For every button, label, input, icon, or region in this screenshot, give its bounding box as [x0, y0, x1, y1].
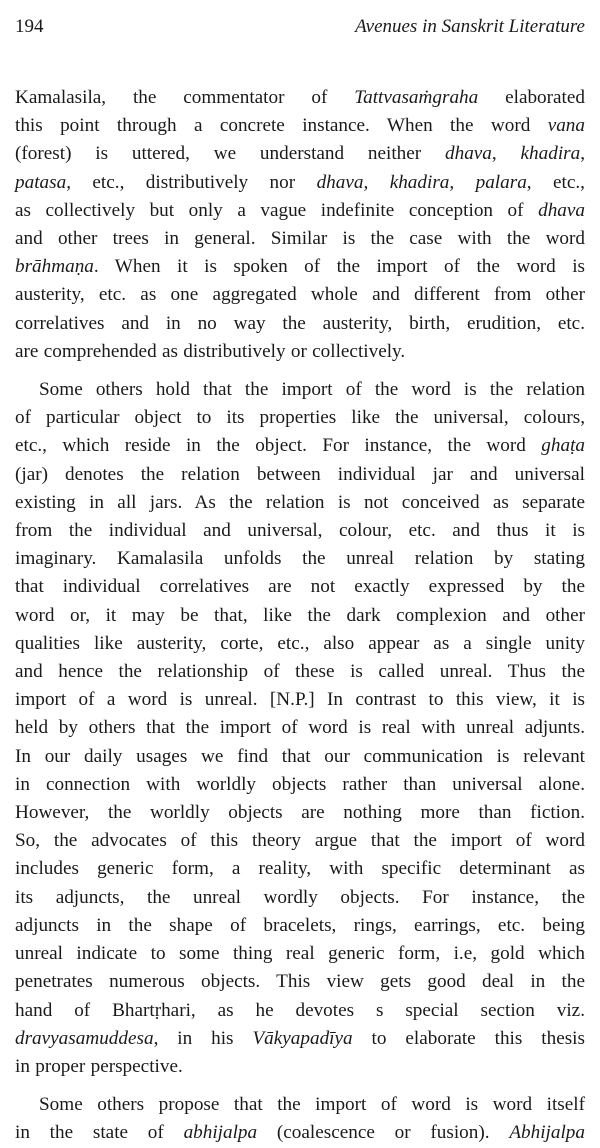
text-line: imaginary. Kamalasila unfolds the unreal relation by stating	[15, 548, 585, 570]
book-page	[15, 16, 585, 1148]
running-head-title: Avenues in Sanskrit Literature	[355, 16, 585, 37]
text-line: as collectively but only a vague indefinite conception of dhava	[15, 199, 585, 221]
italic-term: dhava, khadira, palara	[316, 171, 527, 193]
page-number: 194	[15, 16, 44, 37]
text-line: brāhmaṇa. When it is spoken of the import of the word is	[15, 256, 585, 278]
text-line: import of a word is unreal. [N.P.] In contrast to this view, it is	[15, 689, 585, 711]
text-line: In our daily usages we find that our communication is relevant	[15, 745, 585, 767]
text-line: are comprehended as distributively or collectively.	[15, 340, 406, 362]
text-line: word or, it may be that, like the dark complexion and other	[15, 604, 585, 626]
text-line: Kamalasila, the commentator of Tattvasaṁgraha elaborated	[15, 87, 585, 108]
italic-term: Abhijalpa	[509, 1122, 585, 1144]
paragraph	[15, 1091, 585, 1147]
text-line: hand of Bhartṛhari, as he devotes s special section viz.	[15, 999, 585, 1021]
italic-term: ghaṭa	[541, 435, 585, 457]
text-line: dravyasamuddesa, in his Vākyapadīya to elaborate this thesis	[15, 1027, 585, 1049]
italic-term: Tattvasaṁgraha	[354, 87, 479, 108]
text-line: in connection with worldly objects rather than universal alone.	[15, 773, 585, 795]
paragraph	[15, 376, 585, 1081]
text-line: and other trees in general. Similar is the case with the word	[15, 228, 585, 250]
text-line: qualities like austerity, corte, etc., also appear as a single unity	[15, 632, 585, 654]
text-line: (forest) is uttered, we understand neither dhava, khadira,	[15, 143, 586, 165]
text-line: includes generic form, a reality, with specific determinant as	[15, 858, 585, 880]
text-line: penetrates numerous objects. This view gets good deal in the	[15, 971, 585, 993]
text-line: that individual correlatives are not exactly expressed by the	[15, 576, 585, 598]
text-line: However, the worldly objects are nothing more than fiction.	[15, 802, 585, 824]
text-line: of particular object to its properties like the universal, colours,	[15, 407, 585, 429]
italic-term: dravyasamuddesa	[15, 1027, 154, 1049]
text-line: from the individual and universal, colour, etc. and thus it is	[15, 520, 585, 542]
italic-term: vana	[547, 115, 585, 137]
text-line: existing in all jars. As the relation is not conceived as separate	[15, 491, 585, 513]
text-line: (jar) denotes the relation between individual jar and universal	[15, 463, 585, 485]
italic-term: khadira	[520, 143, 581, 165]
text-line: etc., which reside in the object. For instance, the word ghaṭa	[15, 435, 585, 457]
italic-term: Vākyapadīya	[252, 1027, 353, 1049]
text-line: So, the advocates of this theory argue that the import of word	[15, 830, 585, 852]
text-line: unreal indicate to some thing real generic form, i.e, gold which	[15, 943, 585, 965]
text-line: its adjuncts, the unreal wordly objects. For instance, the	[15, 886, 585, 908]
text-line: in the state of abhijalpa (coalescence or fusion). Abhijalpa	[15, 1122, 585, 1144]
text-line: patasa, etc., distributively nor dhava, khadira, palara, etc.,	[15, 171, 585, 193]
running-head	[15, 16, 585, 46]
text-line: in proper perspective.	[15, 1055, 183, 1077]
italic-term: dhava	[538, 199, 585, 221]
text-line: held by others that the import of word is real with unreal adjunts.	[15, 717, 585, 739]
text-line: this point through a concrete instance. When the word vana	[15, 115, 585, 137]
italic-term: brāhmaṇa	[15, 256, 94, 278]
italic-term: dhava	[445, 143, 492, 165]
italic-term: patasa	[15, 171, 67, 193]
text-line: and hence the relationship of these is called unreal. Thus the	[15, 661, 585, 683]
body-text	[15, 84, 585, 1148]
text-line: Some others hold that the import of the word is the relation	[39, 379, 585, 401]
text-line: correlatives and in no way the austerity, birth, erudition, etc.	[15, 312, 585, 334]
paragraph	[15, 84, 585, 366]
text-line: Some others propose that the import of word is word itself	[39, 1094, 585, 1116]
italic-term: abhijalpa	[183, 1122, 258, 1144]
text-line: austerity, etc. as one aggregated whole and different from other	[15, 284, 585, 306]
text-line: adjuncts in the shape of bracelets, rings, earrings, etc. being	[15, 914, 585, 936]
